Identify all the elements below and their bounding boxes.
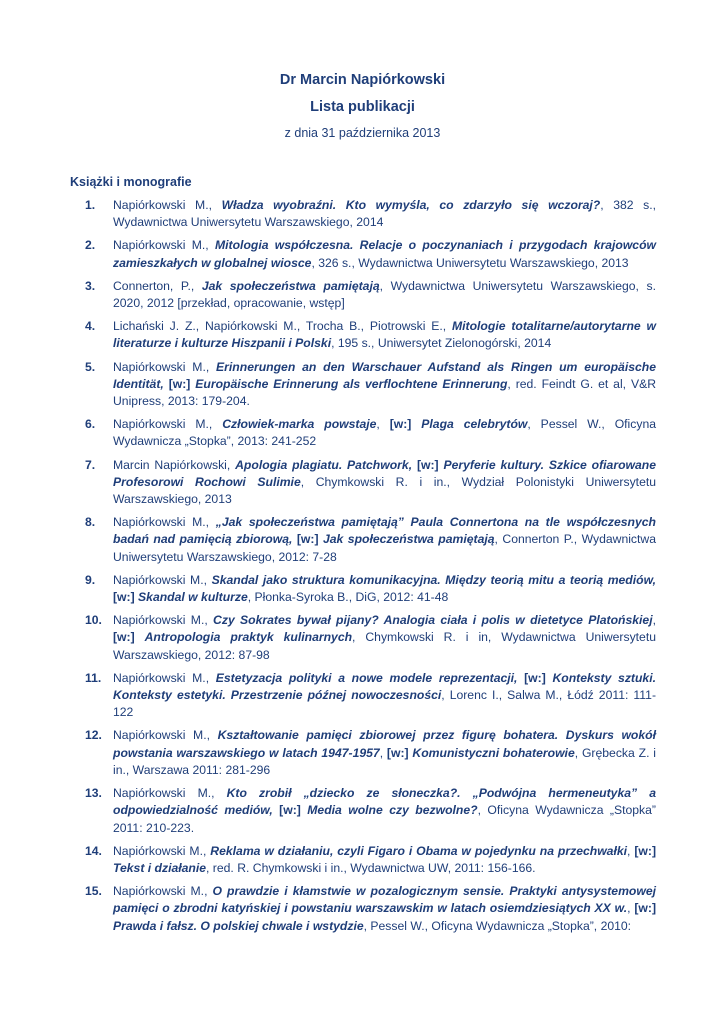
publication-title-text: Czy Sokrates bywał pijany? Analogia ciała i polis w dietetyce Platońskiej: [213, 613, 653, 628]
publication-title-text: Erinnerungen an den Warschauer Aufstand als Ringen um europäische Identität,: [113, 359, 656, 391]
publication-title-text: Kto zrobił „dziecko ze słoneczka?. „Podwójna hermeneutyka” a odpowiedzialność mediów,: [113, 786, 656, 818]
publication-item: [85, 197, 656, 231]
publication-number: 4.: [85, 319, 96, 334]
document-subtitle: Lista publikacji: [310, 99, 415, 115]
publication-title-text: Plaga celebrytów: [421, 417, 528, 432]
publication-title-text: Apologia plagiatu. Patchwork,: [235, 457, 413, 472]
publication-number: 15.: [85, 884, 102, 899]
publication-text: ,: [627, 843, 635, 858]
publication-text: , 195 s., Uniwersytet Zielonogórski, 2014: [331, 336, 552, 351]
publication-text: [411, 417, 421, 431]
publication-text: , Lorenc I., Salwa M., Łódź 2011: 111-122: [113, 688, 656, 720]
in-marker-text: [w:]: [524, 670, 546, 685]
publication-text: , 382 s., Wydawnictwa Uniwersytetu Warszawskiego, 2014: [113, 198, 657, 230]
publication-text: , red. Feindt G. et al, V&R Unipress, 2013: 179-204.: [113, 376, 656, 409]
in-marker-text: [w:]: [634, 843, 657, 858]
publication-text: , Oficyna Wydawnicza „Stopka” 2011: 210-223.: [113, 803, 656, 835]
publication-title-text: Antropologia praktyk kulinarnych: [144, 630, 353, 645]
in-marker-text: [w:]: [113, 590, 135, 605]
publication-text: Napiórkowski M.,: [113, 359, 217, 374]
publication-title-text: O prawdzie i kłamstwie w pozalogicznym sensie. Praktyki antysystemowej pamięci o zbrodni katyńskiej i powstaniu warszawskim w latach osiemdziesiątych XX w.: [113, 884, 656, 916]
publication-title-text: Kształtowanie pamięci zbiorowej przez figurę bohatera. Dyskurs wokół powstania warszawskiego w latach 1947-1957: [113, 728, 656, 760]
publication-list: [85, 197, 656, 941]
publication-item: [85, 318, 656, 352]
publication-text: Napiórkowski M.,: [113, 728, 218, 743]
publication-text: , red. R. Chymkowski i in., Wydawnictwa UW, 2011: 156-166.: [206, 860, 536, 875]
in-marker-text: [w:]: [296, 532, 319, 547]
publication-item: [85, 785, 656, 837]
in-marker-text: [w:]: [386, 745, 409, 760]
publication-title-text: Skandal w kulturze: [138, 590, 248, 605]
publication-item: [85, 843, 656, 877]
in-marker-text: [w:]: [389, 417, 412, 432]
publication-number: 14.: [85, 843, 102, 858]
publication-text: , Chymkowski R. i in, Wydawnictwa Uniwersytetu Warszawskiego, 2012: 87-98: [113, 630, 657, 662]
publication-number: 2.: [85, 238, 96, 253]
publication-text: Napiórkowski M.,: [113, 238, 216, 253]
publication-title-text: Konteksty sztuki. Konteksty estetyki. Przestrzenie późnej nowoczesności: [113, 670, 656, 703]
publication-title-text: Peryferie kultury. Szkice ofiarowane Profesorowi Rochowi Sulimie: [113, 457, 657, 489]
publication-text: Napiórkowski M.,: [113, 515, 216, 530]
publication-number: 6.: [85, 417, 96, 432]
publication-text: , Wydawnictwa Uniwersytetu Warszawskiego, s. 2020, 2012 [przekład, opracowanie, wstęp]: [113, 278, 656, 311]
publication-item: [85, 416, 656, 450]
publication-text: , Pessel W., Oficyna Wydawnicza „Stopka”, 2010:: [363, 918, 632, 933]
publication-number: 11.: [85, 670, 102, 685]
publication-title-text: Reklama w działaniu, czyli Figaro i Obama w pojedynku na przechwałki: [210, 843, 628, 858]
document-date: z dnia 31 października 2013: [284, 126, 441, 140]
publication-text: Lichański J. Z., Napiórkowski M., Trocha B., Piotrowski E.,: [113, 319, 452, 334]
publication-text: ,: [652, 613, 656, 628]
author-title: Dr Marcin Napiórkowski: [279, 72, 446, 88]
in-marker-text: [w:]: [634, 901, 656, 916]
publication-text: Napiórkowski M.,: [113, 198, 222, 212]
publication-text: ,: [627, 901, 635, 916]
publication-text: Napiórkowski M.,: [113, 572, 212, 587]
publication-text: Napiórkowski M.,: [113, 670, 216, 685]
publication-item: [85, 514, 656, 566]
publication-item: [85, 359, 656, 411]
publication-title-text: Estetyzacja polityki a nowe modele reprezentacji,: [215, 670, 518, 685]
publication-number: 10.: [85, 613, 102, 628]
in-marker-text: [w:]: [279, 803, 301, 818]
publication-item: [85, 237, 656, 271]
publication-number: 9.: [85, 572, 96, 587]
publication-text: , Pessel W., Oficyna Wydawnicza „Stopka”, 2013: 241-252: [113, 417, 657, 449]
publication-number: 1.: [85, 198, 96, 212]
publication-title-text: Mitologia współczesna. Relacje o poczynaniach i przygodach krajowców zamieszkałych w globalnej wiosce: [113, 238, 657, 270]
publication-item: [85, 572, 656, 606]
publication-title-text: Media wolne czy bezwolne?: [307, 803, 478, 818]
publication-text: , Connerton P., Wydawnictwa Uniwersytetu Warszawskiego, 2012: 7-28: [113, 532, 656, 564]
publication-text: Marcin Napiórkowski,: [113, 457, 236, 472]
in-marker-text: [w:]: [113, 630, 135, 645]
publication-text: [135, 630, 145, 644]
publication-text: , 326 s., Wydawnictwa Uniwersytetu Warszawskiego, 2013: [311, 255, 629, 270]
publication-number: 3.: [85, 278, 96, 293]
publication-item: [85, 670, 656, 722]
publication-title-text: Skandal jako struktura komunikacyjna. Między teorią mitu a teorią mediów,: [211, 572, 656, 587]
publication-item: [85, 727, 656, 779]
publication-title-text: Tekst i działanie: [113, 860, 207, 875]
publication-item: [85, 457, 656, 509]
publication-title-text: Władza wyobraźni. Kto wymyśla, co zdarzyło się wczoraj?: [221, 198, 601, 212]
publication-title-text: Komunistyczni bohaterowie: [412, 745, 575, 760]
publication-item: [85, 612, 656, 664]
publication-text: ,: [376, 417, 390, 432]
publication-text: Napiórkowski M.,: [113, 417, 223, 432]
publication-text: , Płonka-Syroka B., DiG, 2012: 41-48: [247, 590, 449, 605]
publication-item: [85, 278, 656, 312]
document-header: [0, 72, 725, 140]
in-marker-text: [w:]: [168, 376, 191, 391]
publication-title-text: Mitologie totalitarne/autorytarne w literaturze i kulturze Hiszpanii i Polski: [113, 319, 656, 351]
publication-text: , Chymkowski R. i in., Wydział Polonistyki Uniwersytetu Warszawskiego, 2013: [113, 474, 657, 507]
publication-title-text: Człowiek-marka powstaje: [222, 417, 377, 432]
publication-text: Connerton, P.,: [113, 278, 202, 293]
publication-text: Napiórkowski M.,: [113, 786, 227, 801]
publication-title-text: Prawda i fałsz. O polskiej chwale i wstydzie: [113, 918, 364, 933]
publication-item: [85, 883, 656, 935]
publication-number: 13.: [85, 786, 102, 801]
publication-text: ,: [379, 745, 387, 760]
publication-number: 7.: [85, 457, 96, 472]
publication-number: 5.: [85, 359, 96, 374]
publication-title-text: Europäische Erinnerung als verflochtene Erinnerung: [195, 376, 508, 391]
publication-number: 8.: [85, 515, 96, 530]
publication-text: Napiórkowski M.,: [113, 613, 214, 628]
publication-title-text: Jak społeczeństwa pamiętają: [322, 532, 495, 547]
publication-number: 12.: [85, 728, 102, 743]
publication-text: , Grębecka Z. i in., Warszawa 2011: 281-296: [113, 745, 656, 777]
in-marker-text: [w:]: [416, 457, 439, 472]
publication-text: Napiórkowski M.,: [113, 884, 213, 899]
publication-title-text: „Jak społeczeństwa pamiętają” Paula Connertona na tle współczesnych badań nad pamięcią zbiorową,: [113, 515, 656, 547]
section-heading: Książki i monografie: [70, 175, 192, 189]
publication-title-text: Jak społeczeństwa pamiętają: [201, 278, 380, 293]
publication-text: Napiórkowski M.,: [113, 843, 211, 858]
